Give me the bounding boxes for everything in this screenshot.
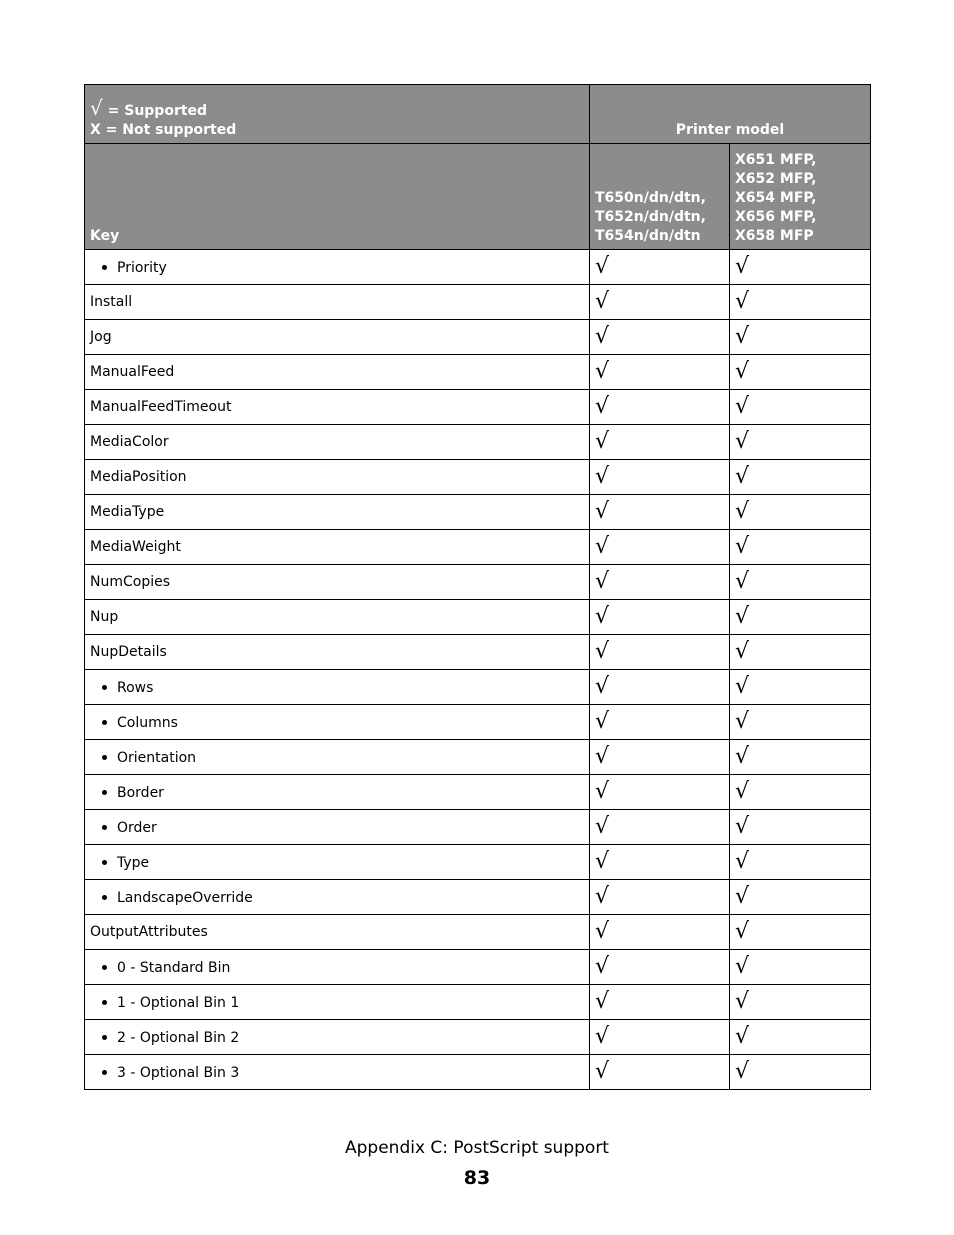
key-label: Install [90,294,133,310]
model-col1-cell [590,985,730,1020]
check-icon: √ [90,96,103,120]
table-row [85,705,871,740]
key-label: Jog [90,329,112,345]
model-col2-header [730,144,871,250]
bullet-item [90,785,164,801]
check-icon: √ [735,604,750,629]
key-cell [85,320,590,355]
key-cell [85,495,590,530]
bullet-icon [102,1000,107,1005]
model-col2-cell [730,425,871,460]
key-label: Border [117,784,164,801]
bullet-icon [102,965,107,970]
key-cell [85,425,590,460]
key-label: ManualFeedTimeout [90,399,232,415]
model-col1-header [590,144,730,250]
bullet-item [90,890,253,906]
bullet-icon [102,265,107,270]
table-row [85,250,871,285]
table-row [85,845,871,880]
bullet-item [90,750,196,766]
table-row [85,950,871,985]
model-col1-cell [590,1055,730,1090]
bullet-item [90,260,167,276]
model-col2-cell [730,1020,871,1055]
check-icon: √ [595,639,610,664]
key-cell [85,530,590,565]
model-col1-cell [590,460,730,495]
model-col1-cell [590,845,730,880]
bullet-icon [102,720,107,725]
model-col1-cell [590,250,730,285]
table-row [85,635,871,670]
check-icon: √ [735,534,750,559]
key-label: MediaColor [90,434,169,450]
check-icon: √ [735,429,750,454]
model-col2-cell [730,495,871,530]
key-label: Nup [90,609,119,625]
check-icon: √ [735,464,750,489]
check-icon: √ [735,289,750,314]
key-label: Rows [117,679,154,696]
check-icon: √ [735,709,750,734]
model-col2-cell [730,845,871,880]
check-icon: √ [595,324,610,349]
model-col1-line: T652n/dn/dtn, [595,209,706,225]
check-icon: √ [595,359,610,384]
key-header: Key [85,144,590,250]
key-cell [85,355,590,390]
bullet-icon [102,685,107,690]
bullet-item [90,995,239,1011]
bullet-item [90,1065,239,1081]
key-cell [85,1055,590,1090]
table-row [85,985,871,1020]
check-icon: √ [595,429,610,454]
table-row [85,880,871,915]
key-label: Priority [117,259,167,276]
model-col1-cell [590,775,730,810]
legend-cell [85,85,590,144]
table-row [85,460,871,495]
table-row [85,495,871,530]
model-col2-cell [730,915,871,950]
column-header-row [85,144,871,250]
bullet-item [90,960,230,976]
key-label: MediaPosition [90,469,187,485]
model-col1-cell [590,565,730,600]
key-cell [85,985,590,1020]
model-col2-cell [730,985,871,1020]
model-col1-cell [590,1020,730,1055]
key-cell [85,810,590,845]
check-icon: √ [595,919,610,944]
check-icon: √ [595,954,610,979]
table-row [85,915,871,950]
model-col2-cell [730,390,871,425]
model-col1-cell [590,600,730,635]
key-cell [85,600,590,635]
model-col2-line: X651 MFP, [735,152,817,168]
model-col1-line: T650n/dn/dtn, [595,190,706,206]
model-col2-cell [730,1055,871,1090]
key-cell [85,390,590,425]
model-col2-cell [730,600,871,635]
key-cell [85,1020,590,1055]
bullet-icon [102,790,107,795]
key-label: ManualFeed [90,364,175,380]
legend-row [85,85,871,144]
check-icon: √ [595,394,610,419]
bullet-icon [102,860,107,865]
model-col1-cell [590,355,730,390]
key-label: Order [117,819,157,836]
page-number: 83 [463,1167,491,1189]
model-col1-cell [590,880,730,915]
check-icon: √ [595,1024,610,1049]
bullet-icon [102,825,107,830]
printer-model-header: Printer model [590,85,871,144]
legend-not-supported: X = Not supported [90,122,237,138]
key-cell [85,705,590,740]
bullet-item [90,855,149,871]
check-icon: √ [735,884,750,909]
check-icon: √ [595,604,610,629]
key-label: MediaWeight [90,539,181,555]
table-body [85,250,871,1090]
key-label: MediaType [90,504,165,520]
key-label: Type [117,854,150,871]
bullet-item [90,680,153,696]
check-icon: √ [735,1059,750,1084]
model-col2-cell [730,950,871,985]
table-row [85,320,871,355]
check-icon: √ [595,1059,610,1084]
check-icon: √ [595,849,610,874]
key-label: NumCopies [90,574,171,590]
check-icon: √ [735,359,750,384]
model-col2-cell [730,460,871,495]
check-icon: √ [735,394,750,419]
model-col1-cell [590,425,730,460]
key-label: LandscapeOverride [117,889,253,906]
bullet-icon [102,1035,107,1040]
model-col1-cell [590,740,730,775]
table-row [85,740,871,775]
key-cell [85,740,590,775]
model-col2-cell [730,635,871,670]
key-label: 2 - Optional Bin 2 [117,1029,240,1046]
bullet-item [90,715,178,731]
footer-title: Appendix C: PostScript support [345,1138,609,1158]
model-col1-cell [590,635,730,670]
model-col1-cell [590,705,730,740]
key-cell [85,565,590,600]
bullet-item [90,820,157,836]
table-row [85,1020,871,1055]
check-icon: √ [595,779,610,804]
bullet-icon [102,895,107,900]
model-col1-cell [590,530,730,565]
table-row [85,1055,871,1090]
key-cell [85,285,590,320]
model-col1-cell [590,390,730,425]
check-icon: √ [735,499,750,524]
check-icon: √ [595,534,610,559]
check-icon: √ [595,989,610,1014]
bullet-icon [102,755,107,760]
check-icon: √ [595,499,610,524]
key-cell [85,250,590,285]
model-col2-cell [730,320,871,355]
key-label: Columns [117,714,178,731]
model-col2-cell [730,530,871,565]
model-col1-cell [590,810,730,845]
check-icon: √ [735,674,750,699]
model-col1-line: T654n/dn/dtn [595,228,701,244]
bullet-item [90,1030,239,1046]
check-icon: √ [735,989,750,1014]
key-label: 1 - Optional Bin 1 [117,994,240,1011]
model-col1-cell [590,670,730,705]
model-col1-cell [590,950,730,985]
key-cell [85,845,590,880]
model-col1-cell [590,495,730,530]
model-col2-line: X658 MFP [735,228,814,244]
table-row [85,565,871,600]
model-col2-cell [730,810,871,845]
table-row [85,600,871,635]
model-col2-cell [730,250,871,285]
check-icon: √ [595,744,610,769]
model-col2-cell [730,740,871,775]
table-row [85,425,871,460]
model-col2-cell [730,880,871,915]
model-col2-cell [730,565,871,600]
check-icon: √ [735,324,750,349]
key-cell [85,460,590,495]
key-label: 0 - Standard Bin [117,959,231,976]
table-row [85,390,871,425]
key-cell [85,915,590,950]
model-col2-line: X654 MFP, [735,190,817,206]
check-icon: √ [595,464,610,489]
check-icon: √ [595,569,610,594]
table-row [85,285,871,320]
check-icon: √ [595,289,610,314]
check-icon: √ [735,814,750,839]
model-col2-line: X656 MFP, [735,209,817,225]
table-row [85,530,871,565]
key-label: OutputAttributes [90,924,208,940]
model-col1-cell [590,285,730,320]
support-table [84,84,871,1090]
check-icon: √ [595,254,610,279]
key-cell [85,950,590,985]
key-label: 3 - Optional Bin 3 [117,1064,240,1081]
legend-supported: = Supported [107,103,208,119]
check-icon: √ [735,1024,750,1049]
check-icon: √ [735,849,750,874]
check-icon: √ [735,744,750,769]
table-row [85,810,871,845]
check-icon: √ [735,779,750,804]
check-icon: √ [595,814,610,839]
key-cell [85,670,590,705]
table-row [85,355,871,390]
check-icon: √ [735,569,750,594]
model-col2-cell [730,775,871,810]
table-row [85,670,871,705]
model-col2-cell [730,670,871,705]
check-icon: √ [735,954,750,979]
check-icon: √ [595,674,610,699]
check-icon: √ [735,639,750,664]
key-cell [85,635,590,670]
model-col1-cell [590,915,730,950]
key-label: Orientation [117,749,197,766]
check-icon: √ [735,254,750,279]
check-icon: √ [595,709,610,734]
key-cell [85,775,590,810]
bullet-icon [102,1070,107,1075]
key-cell [85,880,590,915]
model-col2-cell [730,285,871,320]
model-col2-cell [730,355,871,390]
check-icon: √ [735,919,750,944]
model-col2-cell [730,705,871,740]
model-col1-cell [590,320,730,355]
key-label: NupDetails [90,644,167,660]
model-col2-line: X652 MFP, [735,171,817,187]
table-row [85,775,871,810]
check-icon: √ [595,884,610,909]
